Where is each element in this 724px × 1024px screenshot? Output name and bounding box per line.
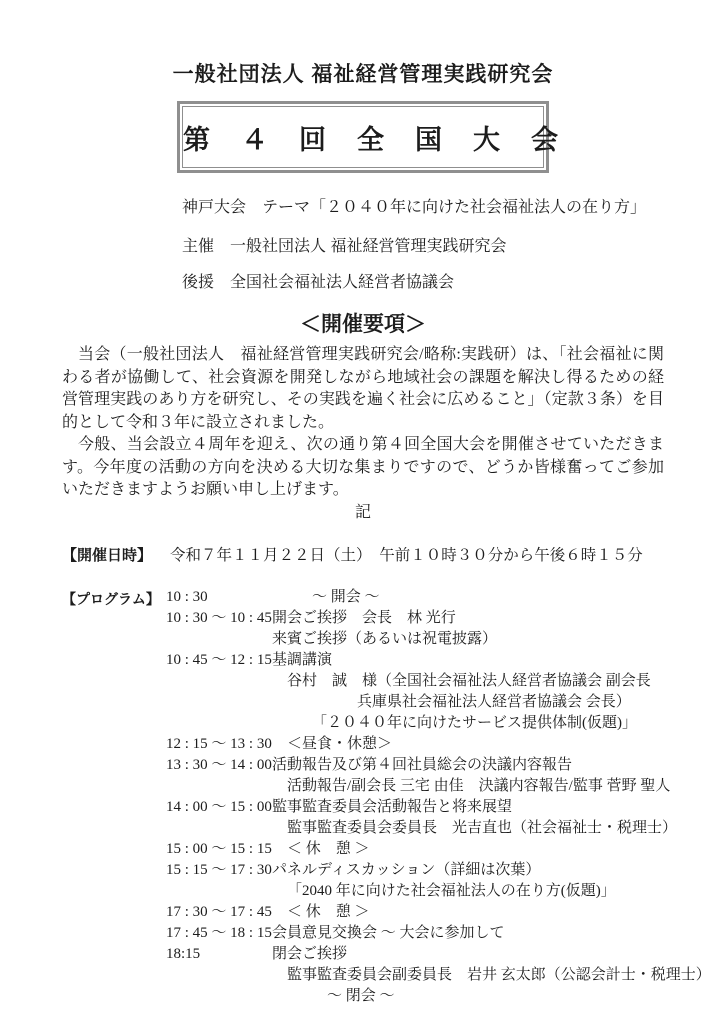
program-desc: 基調講演 (272, 652, 333, 668)
program-row (166, 734, 711, 755)
program-desc: ＜ 休 憩 ＞ (287, 904, 370, 920)
program-row (166, 881, 711, 902)
outline-heading: ＜開催要項＞ (300, 313, 426, 336)
program-time (166, 671, 272, 692)
program-row (166, 692, 711, 713)
program-time: 17 : 30 〜 17 : 45 (166, 904, 272, 920)
theme-line: 神戸大会 テーマ「２０４０年に向けた社会福祉法人の在り方」 (182, 199, 647, 216)
datetime-value: 令和７年１１月２２日（土） 午前１０時３０分から午後６時１５分 (170, 547, 643, 564)
program-desc: 開会ご挨拶 会長 林 光行 (272, 610, 456, 626)
program-desc: 〜 開会 〜 (312, 589, 380, 605)
program-row (166, 839, 711, 860)
outline-paragraph-2: 今般、当会設立４周年を迎え、次の通り第４回全国大会を開催させていただきます。今年度の活動の方向を決める大切な集まりですので、どうか皆様奮ってご参加いただきますようお願い申し上げます。 (62, 436, 664, 498)
program-row (166, 587, 711, 608)
program-desc: 谷村 誠 様（全国社会福祉法人経営者協議会 副会長 (287, 673, 651, 689)
program-time (166, 965, 272, 986)
program-row (166, 965, 711, 986)
program-desc: 活動報告及び第４回社員総会の決議内容報告 (272, 757, 573, 773)
program-row (166, 944, 711, 965)
program-row (166, 629, 711, 650)
program-time: 10 : 30 (166, 589, 208, 605)
program-row (166, 650, 711, 671)
program-time (166, 776, 272, 797)
program-desc: パネルディスカッション（詳細は次葉） (272, 862, 541, 878)
program-row (166, 902, 711, 923)
host-line: 主催 一般社団法人 福祉経営管理実践研究会 (182, 238, 507, 255)
program-desc: 会員意見交換会 〜 大会に参加して (272, 925, 505, 941)
program-desc: ＜昼食・休憩＞ (287, 736, 393, 752)
program-row (166, 986, 711, 1007)
program-time: 10 : 30 〜 10 : 45 (166, 610, 272, 626)
program-desc: 「2040 年に向けた社会福祉法人の在り方(仮題)」 (287, 883, 616, 899)
program-label: 【プログラム】 (62, 591, 160, 607)
program-time (166, 818, 272, 839)
program-time: 15 : 00 〜 15 : 15 (166, 841, 272, 857)
program-row (166, 608, 711, 629)
program-time: 18:15 (166, 946, 201, 962)
program-row (166, 860, 711, 881)
program-time: 13 : 30 〜 14 : 00 (166, 757, 272, 773)
program-time (166, 881, 272, 902)
program-desc: ＜ 休 憩 ＞ (287, 841, 370, 857)
program-desc: 監事監査委員会活動報告と将来展望 (272, 799, 513, 815)
program-desc: 活動報告/副会長 三宅 由佳 決議内容報告/監事 菅野 聖人 (287, 778, 671, 794)
outline-paragraph-1: 当会（一般社団法人 福祉経営管理実践研究会/略称:実践研）は、「社会福祉に関わる者が協働して、社会資源を開発しながら地域社会の課題を解決し得るための経営管理実践のあり方を研究し、その実践を遍く社会に広めること」（定款３条）を目的として令和３年に設立されました。 (62, 346, 664, 431)
program-row (166, 923, 711, 944)
support-line: 後援 全国社会福祉法人経営者協議会 (182, 274, 455, 291)
program-desc: 兵庫県社会福祉法人経営者協議会 会長） (357, 694, 631, 710)
program-section (62, 587, 711, 1007)
event-title-box (177, 101, 560, 173)
program-time (166, 692, 272, 713)
program-time (166, 986, 272, 1007)
program-row (166, 818, 711, 839)
program-row (166, 755, 711, 776)
program-time: 12 : 15 〜 13 : 30 (166, 736, 272, 752)
program-time: 17 : 45 〜 18 : 15 (166, 925, 272, 941)
program-time: 10 : 45 〜 12 : 15 (166, 652, 272, 668)
program-desc: 閉会ご挨拶 (272, 946, 348, 962)
record-marker: 記 (354, 503, 371, 521)
event-title: 第 ４ 回 全 国 大 会 (182, 106, 544, 168)
organization-title: 一般社団法人 福祉経営管理実践研究会 (172, 63, 554, 86)
program-row (166, 776, 711, 797)
program-row (166, 797, 711, 818)
program-desc: 監事監査委員会副委員長 岩井 玄太郎（公認会計士・税理士） (287, 967, 711, 983)
program-time: 14 : 00 〜 15 : 00 (166, 799, 272, 815)
program-desc: 監事監査委員会委員長 光吉直也（社会福祉士・税理士） (287, 820, 678, 836)
program-time (166, 713, 272, 734)
program-time (166, 629, 272, 650)
program-row (166, 713, 711, 734)
program-desc: 〜 閉会 〜 (327, 988, 395, 1004)
program-rows (166, 587, 711, 1007)
program-desc: 来賓ご挨拶（あるいは祝電披露） (272, 631, 498, 647)
datetime-label: 【開催日時】 (62, 547, 153, 564)
program-desc: 「２０４０年に向けたサービス提供体制(仮題)」 (312, 715, 637, 731)
program-time: 15 : 15 〜 17 : 30 (166, 862, 272, 878)
event-datetime-row (62, 543, 664, 565)
program-row (166, 671, 711, 692)
